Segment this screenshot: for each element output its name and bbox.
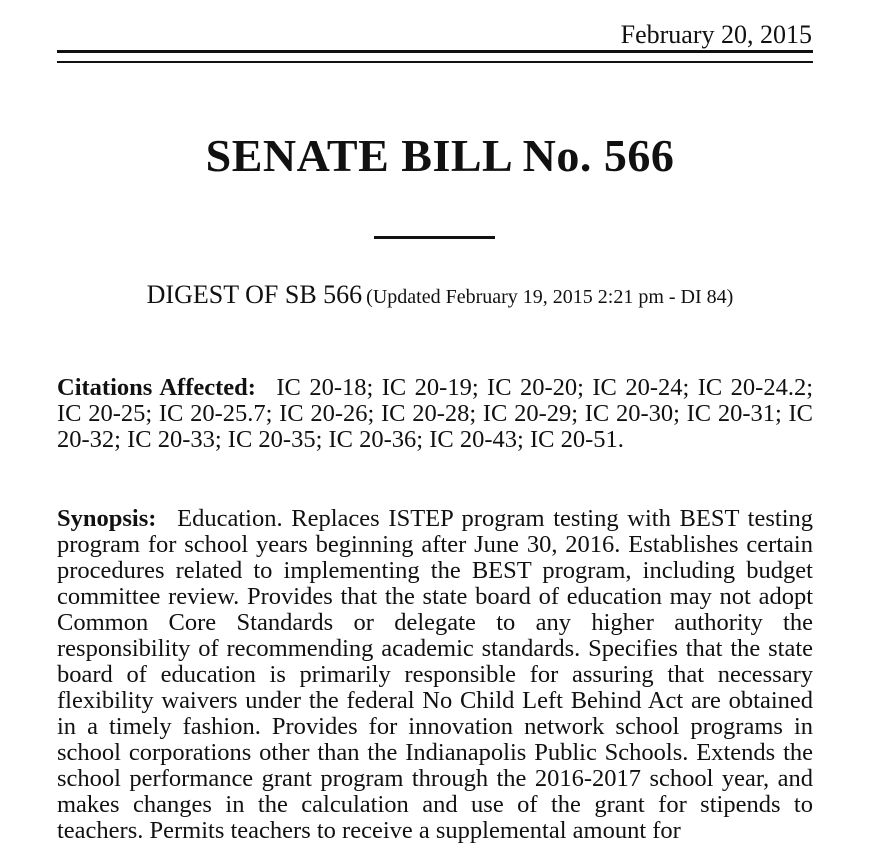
synopsis-paragraph bbox=[57, 506, 813, 844]
citations-paragraph bbox=[57, 375, 813, 453]
header-rule-thin bbox=[57, 61, 813, 63]
digest-heading-line bbox=[0, 280, 880, 310]
synopsis-label: Synopsis: bbox=[57, 505, 157, 532]
header-rule-thick bbox=[57, 50, 813, 53]
synopsis-text: Education. Replaces ISTEP program testing with BEST testing program for school years beginning after June 30, 2016. Establishes certain procedures related to implementing the BEST program, including budget committee review. Provides that the state board of education may not adopt Common Core Standards or delegate to any higher authority the responsibility of recommending academic standards. Specifies that the state board of education is primarily responsible for assuring that necessary flexibility waivers under the federal No Child Left Behind Act are obtained in a timely fashion. Provides for innovation network school programs in school corporations other than the Indianapolis Public Schools. Extends the school performance grant program through the 2016-2017 school year, and makes changes in the calculation and use of the grant for stipends to teachers. Permits teachers to receive a supplemental amount for bbox=[57, 505, 814, 844]
digest-update-note: (Updated February 19, 2015 2:21 pm - DI 84) bbox=[366, 286, 734, 308]
digest-heading: DIGEST OF SB 566 bbox=[146, 280, 363, 309]
document-date: February 20, 2015 bbox=[620, 20, 812, 49]
citations-label: Citations Affected: bbox=[57, 374, 256, 401]
bill-title: SENATE BILL No. 566 bbox=[205, 130, 675, 181]
citations-text: IC 20-18; IC 20-19; IC 20-20; IC 20-24; IC 20-24.2; IC 20-25; IC 20-25.7; IC 20-26; IC 20-28; IC 20-29; IC 20-30; IC 20-31; IC 20-32; IC 20-33; IC 20-35; IC 20-36; IC 20-43; IC 20-51. bbox=[57, 374, 814, 453]
title-divider bbox=[374, 236, 495, 239]
